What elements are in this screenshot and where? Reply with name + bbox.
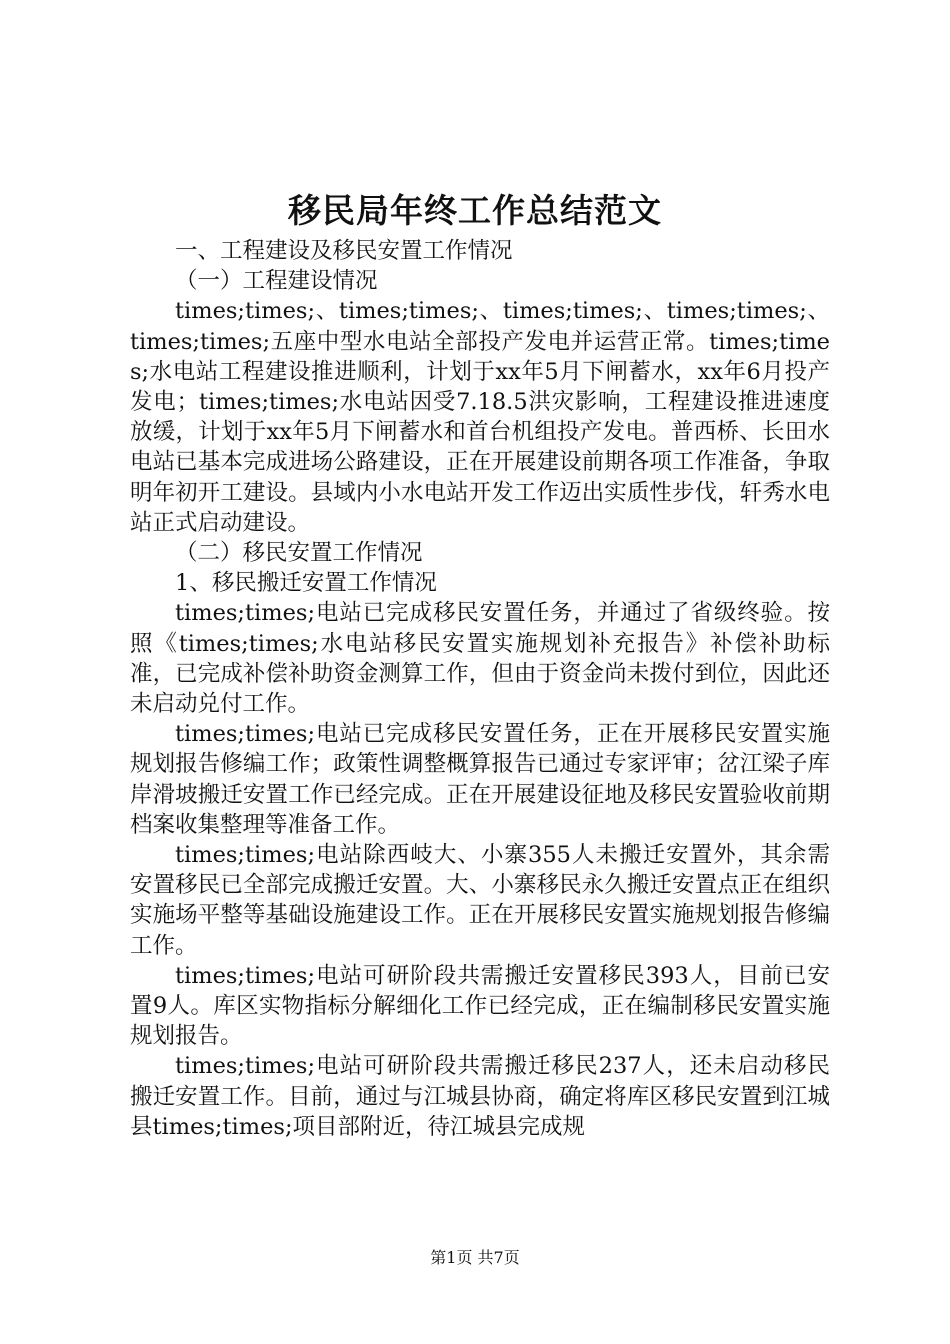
paragraph-station-5: times;times;电站可研阶段共需搬迁移民237人，还未启动移民搬迁安置工作。目前，通过与江城县协商，确定将库区移民安置到江城县times;times;项目部附近，待江城县完成规 [130,1053,830,1140]
section-heading-1: 一、工程建设及移民安置工作情况 [175,238,513,264]
paragraph-station-4: times;times;电站可研阶段共需搬迁安置移民393人，目前已安置9人。库区实物指标分解细化工作已经完成，正在编制移民安置实施规划报告。 [130,962,830,1050]
paragraph-station-1: times;times;电站已完成移民安置任务，并通过了省级终验。按照《times;times;水电站移民安置实施规划补充报告》补偿补助标准，已完成补偿补助资金测算工作，但由于资金尚未拨付到位，因此还未启动兑付工作。 [130,600,830,718]
paragraph-station-2: times;times;电站已完成移民安置任务，正在开展移民安置实施规划报告修编工作；政策性调整概算报告已通过专家评审；岔江梁子库岸滑坡搬迁安置工作已经完成。正在开展建设征地及移民安置验收前期档案收集整理等准备工作。 [130,721,830,838]
page-footer: 第1页 共7页 [430,1248,520,1267]
item-heading-1: 1、移民搬迁安置工作情况 [175,570,437,597]
document-body [130,236,830,1142]
paragraph-construction: times;times;、times;times;、times;times;、times;times;、times;times;五座中型水电站全部投产发电并运营正常。times;times;水电站工程建设推进顺利，计划于xx年5月下闸蓄水，xx年6月投产发电；times;times;水电站因受7.18.5洪灾影响，工程建设推进速度放缓，计划于xx年5月下闸蓄水和首台机组投产发电。普西桥、长田水电站已基本完成进场公路建设，正在开展建设前期各项工作准备，争取明年初开工建设。县域内小水电站开发工作迈出实质性步伐，轩秀水电站正式启动建设。 [130,298,830,536]
document-title: 移民局年终工作总结范文 [288,191,662,230]
subsection-heading-2: （二）移民安置工作情况 [175,540,423,567]
subsection-heading-1: （一）工程建设情况 [175,268,378,295]
paragraph-station-3: times;times;电站除西岐大、小寨355人未搬迁安置外，其余需安置移民已全部完成搬迁安置。大、小寨移民永久搬迁安置点正在组织实施场平整等基础设施建设工作。正在开展移民安置实施规划报告修编工作。 [130,842,830,959]
